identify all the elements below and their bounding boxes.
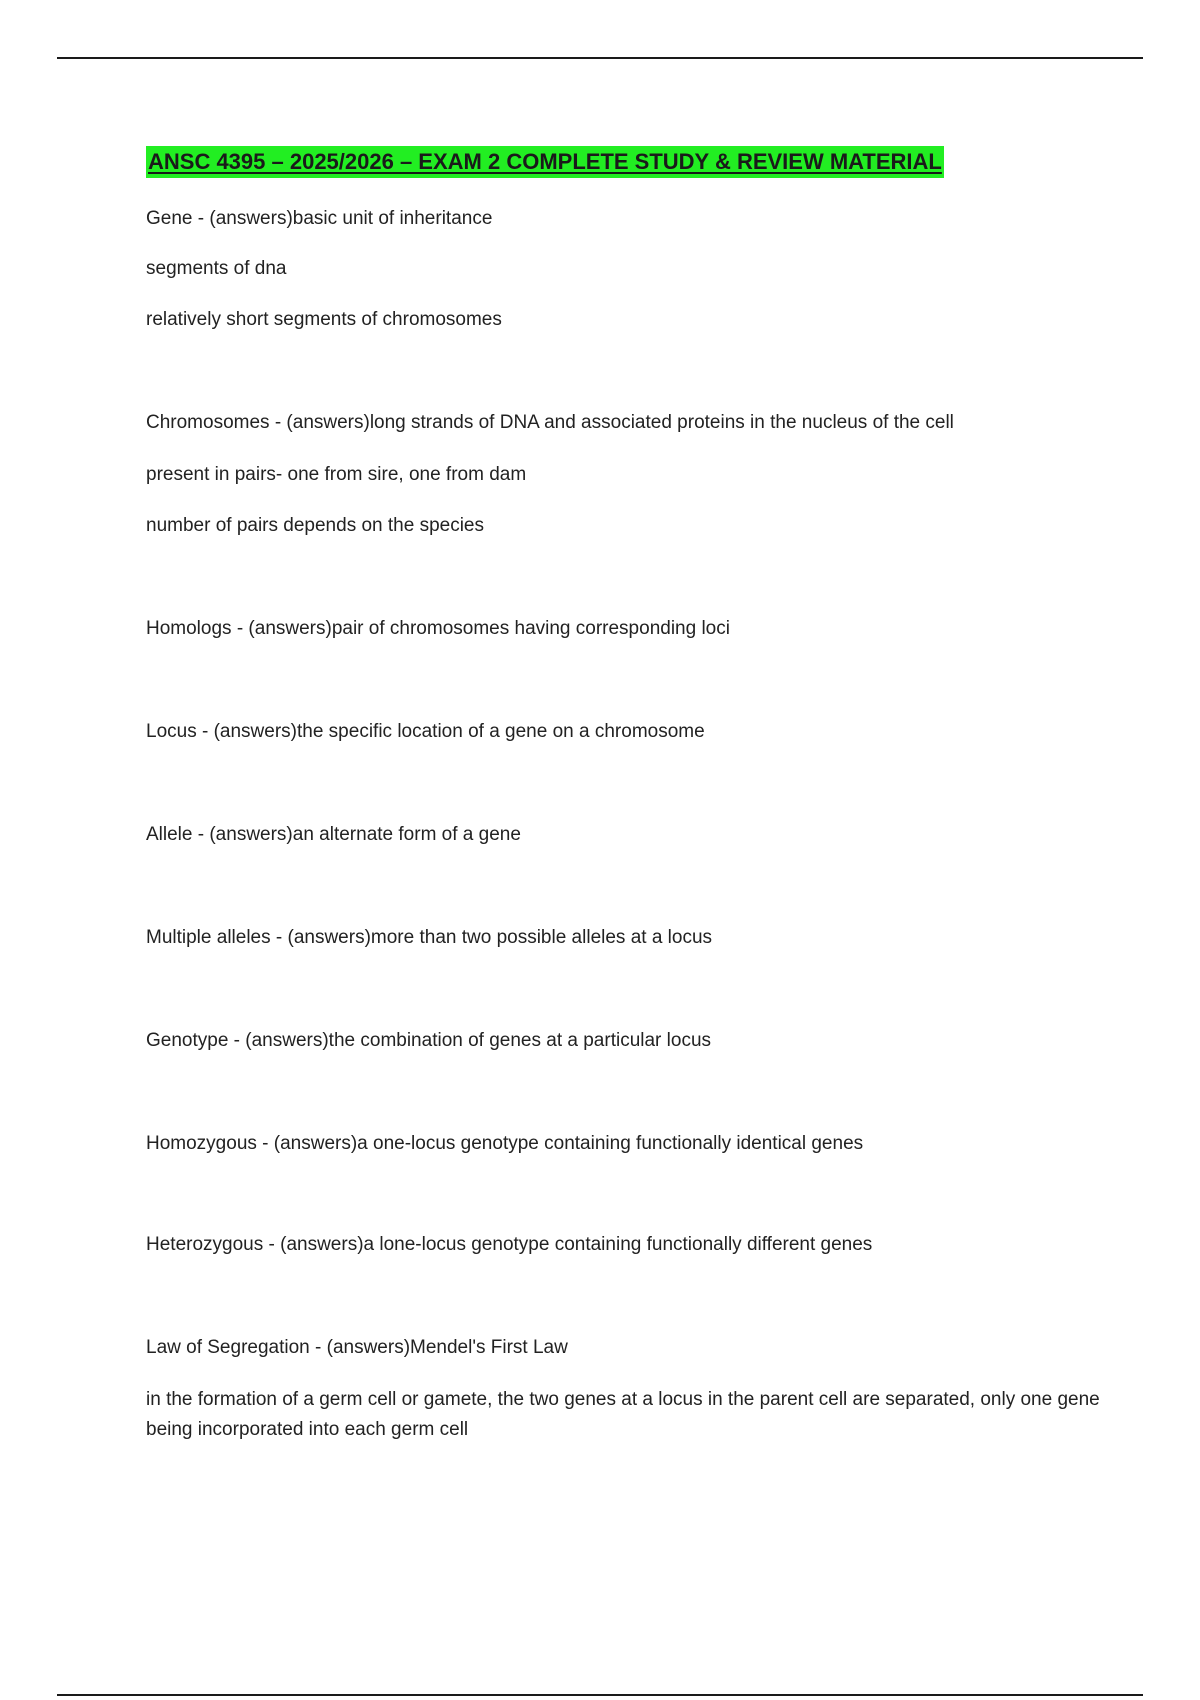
header-rule: [57, 57, 1143, 59]
chromosomes-definition: Chromosomes - (answers)long strands of DNA and associated proteins in the nucleus of the cell: [146, 412, 954, 433]
genotype-definition: Genotype - (answers)the combination of genes at a particular locus: [146, 1030, 712, 1051]
document-title: ANSC 4395 – 2025/2026 – EXAM 2 COMPLETE STUDY & REVIEW MATERIAL: [146, 146, 944, 178]
gene-note-2: relatively short segments of chromosomes: [146, 309, 502, 330]
footer-rule: [57, 1694, 1143, 1696]
gene-definition: Gene - (answers)basic unit of inheritance: [146, 208, 493, 229]
gene-note-1: segments of dna: [146, 258, 287, 279]
multiple-alleles-definition: Multiple alleles - (answers)more than two possible alleles at a locus: [146, 927, 713, 948]
homologs-definition: Homologs - (answers)pair of chromosomes having corresponding loci: [146, 618, 730, 639]
chromosomes-note-2: number of pairs depends on the species: [146, 515, 484, 536]
heterozygous-definition: Heterozygous - (answers)a lone-locus genotype containing functionally different genes: [146, 1234, 873, 1255]
homozygous-definition: Homozygous - (answers)a one-locus genotype containing functionally identical genes: [146, 1133, 864, 1154]
locus-definition: Locus - (answers)the specific location of a gene on a chromosome: [146, 721, 705, 742]
chromosomes-note-1: present in pairs- one from sire, one from dam: [146, 464, 527, 485]
law-of-segregation-note: in the formation of a germ cell or gamete, the two genes at a locus in the parent cell are separated, only one gene being incorporated into each germ cell: [146, 1389, 1100, 1440]
law-of-segregation-definition: Law of Segregation - (answers)Mendel's First Law: [146, 1337, 568, 1358]
allele-definition: Allele - (answers)an alternate form of a gene: [146, 824, 521, 845]
